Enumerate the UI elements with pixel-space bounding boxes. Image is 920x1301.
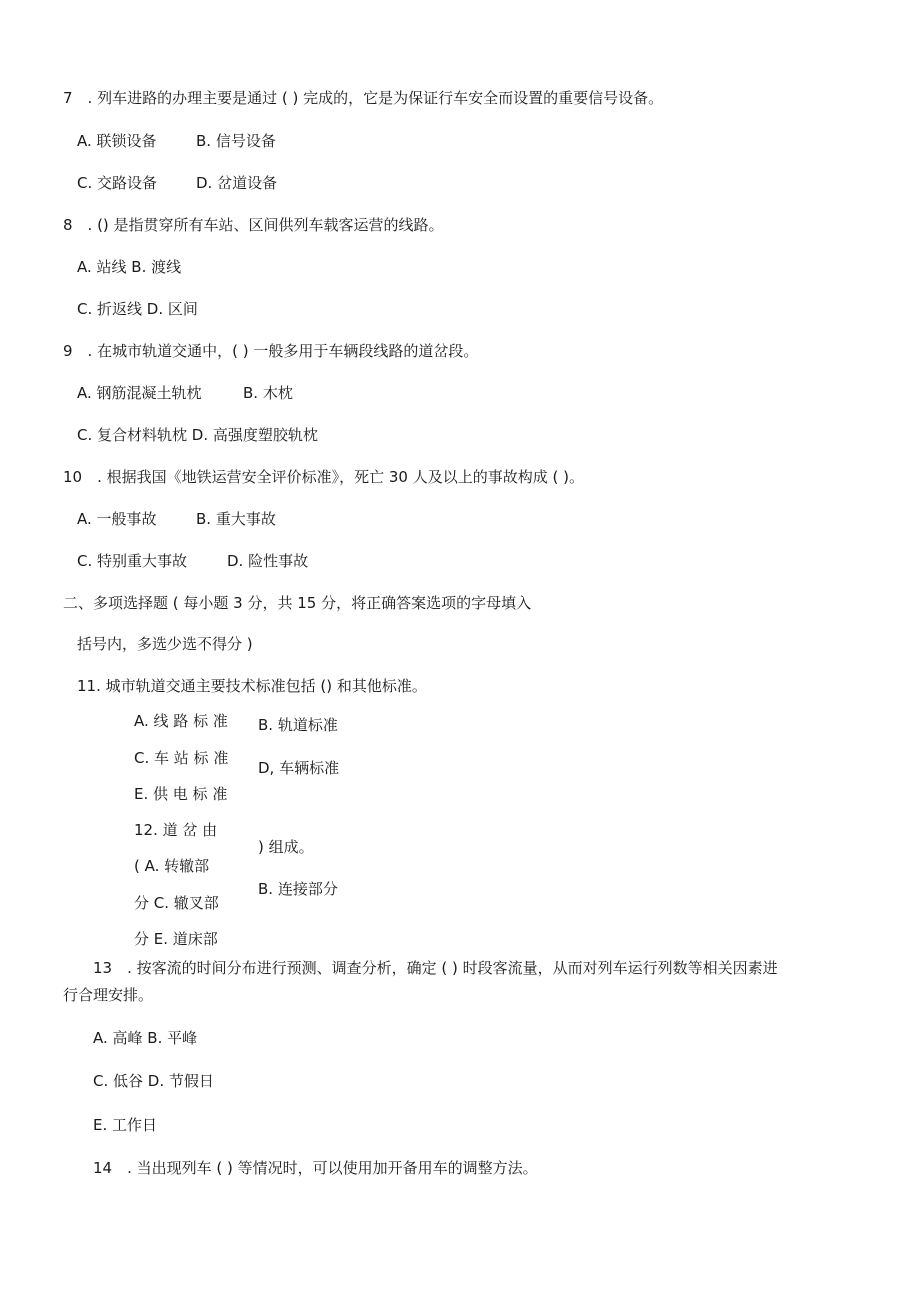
q13-stem: 13 . 按客流的时间分布进行预测、调查分析，确定 ( ) 时段客流量，从而对列车运行列数等相关因素进 <box>93 959 778 977</box>
section2-heading: 二、多项选择题 ( 每小题 3 分，共 15 分，将正确答案选项的字母填入 <box>63 594 532 612</box>
q13-option-e: E. 工作日 <box>93 1116 158 1134</box>
q14-stem: 14 . 当出现列车 ( ) 等情况时，可以使用加开备用车的调整方法。 <box>93 1159 538 1177</box>
q11-stem: 11. 城市轨道交通主要技术标准包括 () 和其他标准。 <box>77 677 427 695</box>
q9-option-b: B. 木枕 <box>243 384 293 402</box>
q8-options-ab: A. 站线 B. 渡线 <box>77 258 182 276</box>
q12-stem-right: ) 组成。 <box>258 838 314 856</box>
q10-option-c: C. 特别重大事故 <box>77 552 188 570</box>
q10-stem: 10 . 根据我国《地铁运营安全评价标准》，死亡 30 人及以上的事故构成 ( )。 <box>63 468 584 486</box>
q11-option-e: E. 供 电 标 准 <box>134 785 228 803</box>
q12-option-c: 分 C. 辙叉部 <box>134 894 219 912</box>
q13-options-ab: A. 高峰 B. 平峰 <box>93 1029 198 1047</box>
q13-stem-cont: 行合理安排。 <box>63 986 154 1004</box>
q10-option-a: A. 一般事故 <box>77 510 157 528</box>
q11-option-d: D, 车辆标准 <box>258 759 340 777</box>
q7-stem: 7 . 列车进路的办理主要是通过 ( ) 完成的，它是为保证行车安全而设置的重要信号设备。 <box>63 89 664 107</box>
q9-stem: 9 . 在城市轨道交通中，( ) 一般多用于车辆段线路的道岔段。 <box>63 342 479 360</box>
section2-heading-cont: 括号内，多选少选不得分 ) <box>77 635 253 653</box>
q12-stem-left: 12. 道 岔 由 <box>134 821 218 839</box>
q9-options-cd: C. 复合材料轨枕 D. 高强度塑胶轨枕 <box>77 426 318 444</box>
q7-option-b: B. 信号设备 <box>196 132 276 150</box>
q11-option-a: A. 线 路 标 准 <box>134 712 228 730</box>
q10-option-b: B. 重大事故 <box>196 510 276 528</box>
q7-option-a: A. 联锁设备 <box>77 132 157 150</box>
q7-option-d: D. 岔道设备 <box>196 174 278 192</box>
q11-option-c: C. 车 站 标 准 <box>134 749 229 767</box>
q10-option-d: D. 险性事故 <box>227 552 309 570</box>
q11-option-b: B. 轨道标准 <box>258 716 338 734</box>
q7-option-c: C. 交路设备 <box>77 174 158 192</box>
q9-option-a: A. 钢筋混凝土轨枕 <box>77 384 202 402</box>
q12-option-e: 分 E. 道床部 <box>134 930 218 948</box>
q12-option-b: B. 连接部分 <box>258 880 338 898</box>
q12-option-a: ( A. 转辙部 <box>134 857 210 875</box>
q13-options-cd: C. 低谷 D. 节假日 <box>93 1072 214 1090</box>
q8-stem: 8 . () 是指贯穿所有车站、区间供列车载客运营的线路。 <box>63 216 444 234</box>
q8-options-cd: C. 折返线 D. 区间 <box>77 300 198 318</box>
